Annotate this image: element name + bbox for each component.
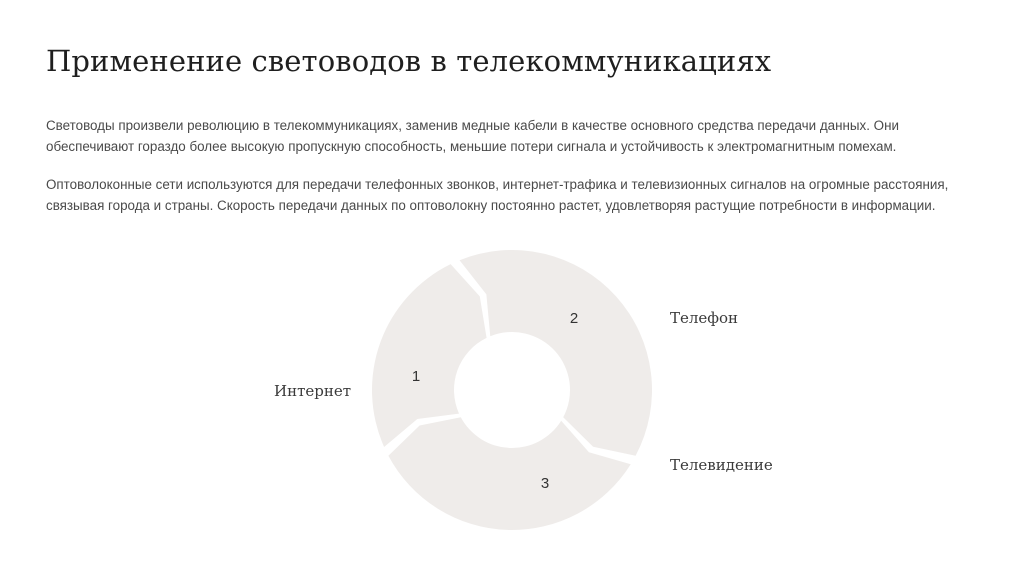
segment-label-internet: Интернет — [274, 382, 352, 400]
segment-number-3: 3 — [540, 475, 550, 492]
paragraph-1: Световоды произвели революцию в телекоммуникациях, заменив медные кабели в качестве основного средства передачи данных. Они обеспечивают гораздо более высокую пропускную способность, меньшие потери сигнала и устойчивость к электромагнитным помехам. — [46, 118, 899, 154]
cycle-segment-1 — [372, 264, 487, 447]
segment-number-2: 2 — [569, 310, 579, 327]
segment-label-tv: Телевидение — [670, 456, 773, 474]
slide-title: Применение световодов в телекоммуникациях — [46, 44, 772, 78]
segment-label-phone: Телефон — [670, 309, 739, 327]
cycle-segment-2 — [460, 250, 652, 456]
segment-number-1: 1 — [411, 368, 421, 385]
paragraph-2: Оптоволоконные сети используются для передачи телефонных звонков, интернет-трафика и телевизионных сигналов на огромные расстояния, связывая города и страны. Скорость передачи данных по оптоволокну постоянно растет, удовлетворяя растущие потребности в информации. — [46, 177, 949, 213]
cycle-ring — [372, 250, 652, 530]
